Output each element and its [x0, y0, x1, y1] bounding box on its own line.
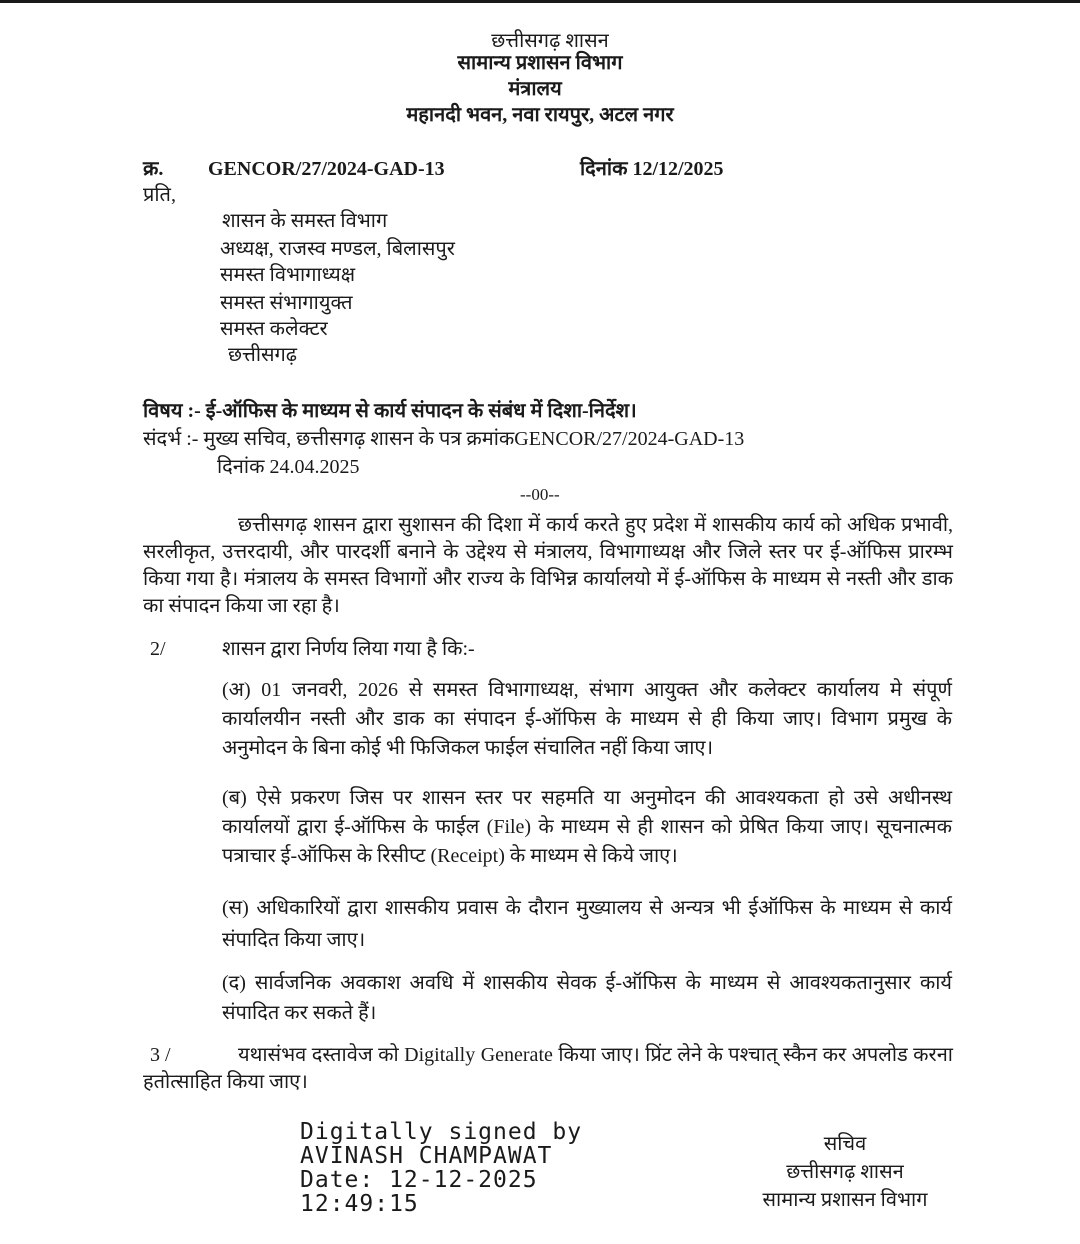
digital-signature — [300, 1120, 582, 1216]
para2-item-b: (ब) ऐसे प्रकरण जिस पर शासन स्तर पर सहमति या अनुमोदन की आवश्यकता हो उसे अधीनस्थ कार्यालयों द्वारा ई-ऑफिस के फाईल (File) के माध्यम से ही शासन को प्रेषित किया जाए। सूचनात्मक पत्राचार ई-ऑफिस के रिसीप्ट (Receipt) के माध्यम से किये जाए। — [222, 787, 952, 867]
para2-item-c: (स) अधिकारियों द्वारा शासकीय प्रवास के दौरान मुख्यालय से अन्यत्र भी ईऑफिस के माध्यम से कार्य संपादित किया जाए। — [222, 897, 952, 951]
top-border — [0, 0, 1080, 3]
ref-label: क्र. — [143, 158, 164, 180]
recipient: शासन के समस्त विभाग — [222, 210, 388, 232]
ref-number: GENCOR/27/2024-GAD-13 — [208, 158, 445, 180]
para2-item-d: (द) सार्वजनिक अवकाश अवधि में शासकीय सेवक ई-ऑफिस के माध्यम से आवश्यकतानुसार कार्य संपादित कर सकते हैं। — [222, 972, 952, 1024]
para2-number: 2/ — [150, 638, 166, 660]
designation-line-3: सामान्य प्रशासन विभाग — [762, 1189, 928, 1211]
header-line-4: महानदी भवन, नवा रायपुर, अटल नगर — [406, 104, 674, 126]
signature-line-4: 12:49:15 — [300, 1191, 419, 1217]
designation-line-1: सचिव — [823, 1133, 867, 1155]
para3-number: 3 / — [150, 1044, 171, 1066]
reference-line-1: संदर्भ :- मुख्य सचिव, छत्तीसगढ़ शासन के पत्र क्रमांकGENCOR/27/2024-GAD-13 — [143, 428, 745, 450]
recipient: अध्यक्ष, राजस्व मण्डल, बिलासपुर — [220, 238, 455, 260]
header-line-1: छत्तीसगढ़ शासन — [491, 30, 609, 52]
header-line-2: सामान्य प्रशासन विभाग — [457, 52, 623, 74]
recipient: छत्तीसगढ़ — [228, 344, 298, 366]
paragraph-1: छत्तीसगढ़ शासन द्वारा सुशासन की दिशा में कार्य करते हुए प्रदेश में शासकीय कार्य को अधिक प्रभावी, सरलीकृत, उत्तरदायी, और पारदर्शी बनाने के उद्देश्य से मंत्रालय, विभागाध्यक्ष और जिले स्तर पर ई-ऑफिस प्रारम्भ किया गया है। मंत्रालय के समस्त विभागों और राज्य के विभिन्न कार्यालयो में ई-ऑफिस के माध्यम से नस्ती और डाक का संपादन किया जा रहा है। — [143, 514, 953, 617]
reference-line-2: दिनांक 24.04.2025 — [217, 456, 360, 478]
signature-line-1: Digitally signed by — [300, 1119, 583, 1145]
signature-line-2: AVINASH CHAMPAWAT — [300, 1143, 553, 1169]
recipient: समस्त कलेक्टर — [220, 318, 328, 340]
separator: --00-- — [520, 485, 560, 504]
para2-item-a: (अ) 01 जनवरी, 2026 से समस्त विभागाध्यक्ष, संभाग आयुक्त और कलेक्टर कार्यालय मे संपूर्ण कार्यालयीन नस्ती और डाक का संपादन ई-ऑफिस के माध्यम से ही किया जाए। विभाग प्रमुख के अनुमोदन के बिना कोई भी फिजिकल फाईल संचालित नहीं किया जाए। — [222, 679, 952, 759]
subject: विषय :- ई-ऑफिस के माध्यम से कार्य संपादन के संबंध में दिशा-निर्देश। — [143, 400, 637, 422]
recipient: समस्त संभागायुक्त — [220, 292, 353, 314]
to-label: प्रति, — [143, 184, 176, 206]
designation-block — [740, 1130, 950, 1214]
recipient: समस्त विभागाध्यक्ष — [220, 264, 356, 286]
para2-intro: शासन द्वारा निर्णय लिया गया है कि:- — [222, 638, 475, 660]
header-line-3: मंत्रालय — [508, 78, 562, 100]
para3-text: यथासंभव दस्तावेज को Digitally Generate किया जाए। प्रिंट लेने के पश्चात् स्कैन कर अपलोड करना हतोत्साहित किया जाए। — [143, 1044, 953, 1093]
signature-line-3: Date: 12-12-2025 — [300, 1167, 538, 1193]
designation-line-2: छत्तीसगढ़ शासन — [786, 1161, 904, 1183]
ref-date: दिनांक 12/12/2025 — [580, 158, 724, 180]
